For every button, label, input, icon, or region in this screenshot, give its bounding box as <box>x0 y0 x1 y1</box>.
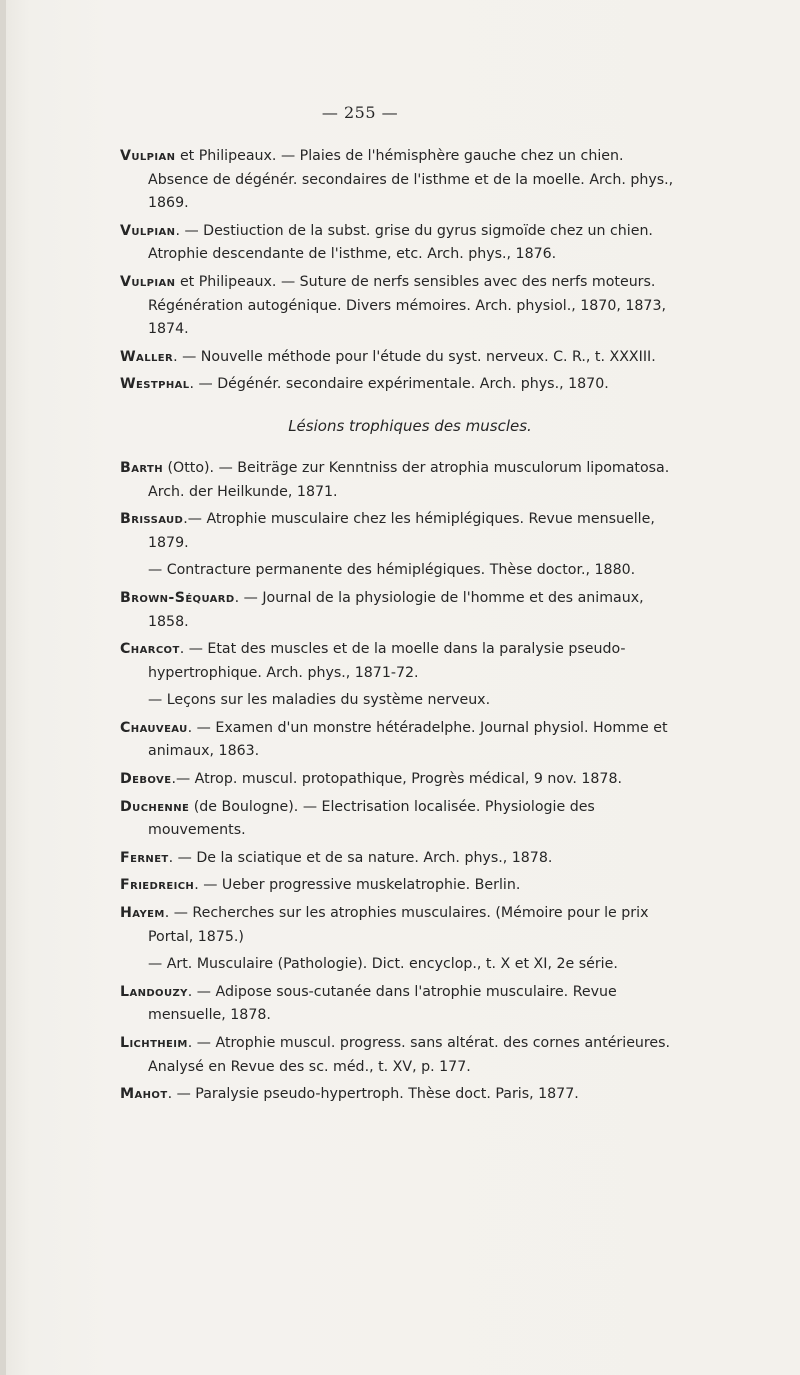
page-edge-shadow <box>0 0 6 1375</box>
reference-text: . — Journal de la physiologie de l'homme et des animaux, 1858. <box>148 589 644 630</box>
reference-author: Vulpian <box>120 273 176 290</box>
reference-entry <box>120 874 680 898</box>
reference-text: (de Boulogne). — Electrisation localisée. Physiologie des mouvements. <box>148 798 595 839</box>
reference-text: . — Atrophie muscul. progress. sans altérat. des cornes antérieures. Analysé en Revue des sc. méd., t. XV, p. 177. <box>148 1035 671 1075</box>
reference-entry <box>120 717 680 764</box>
reference-entry <box>120 638 680 685</box>
reference-entry <box>120 847 680 871</box>
reference-entry <box>120 953 680 977</box>
reference-entry <box>120 981 680 1028</box>
reference-entry <box>120 457 680 504</box>
reference-text: et Philipeaux. — Suture de nerfs sensibles avec des nerfs moteurs. Régénération autogénique. Divers mémoires. Arch. physiol., 1870, 1873, 1874. <box>148 273 666 338</box>
reference-author: Duchenne <box>120 798 190 815</box>
reference-text: .— Atrop. muscul. protopathique, Progrès médical, 9 nov. 1878. <box>171 771 622 788</box>
reference-entry <box>120 768 680 792</box>
section-heading: Lésions trophiques des muscles. <box>288 416 532 435</box>
reference-entry <box>120 1032 680 1079</box>
reference-author: Chauveau <box>120 719 188 736</box>
reference-author: Brown-Séquard <box>120 589 235 606</box>
page-number: — 255 — <box>321 103 399 122</box>
reference-author: Landouzy <box>120 983 188 1000</box>
reference-text: — Contracture permanente des hémiplégiques. Thèse doctor., 1880. <box>148 562 636 579</box>
reference-entry <box>120 902 680 949</box>
reference-entry <box>120 508 680 555</box>
reference-text: (Otto). — Beiträge zur Kenntniss der atrophia musculorum lipomatosa. Arch. der Heilkunde, 1871. <box>148 459 670 500</box>
reference-author: Charcot <box>120 641 180 658</box>
reference-author: Barth <box>120 459 163 476</box>
reference-text: . — Adipose sous-cutanée dans l'atrophie musculaire. Revue mensuelle, 1878. <box>148 983 617 1024</box>
reference-text: . — Examen d'un monstre hétéradelphe. Journal physiol. Homme et animaux, 1863. <box>148 719 668 760</box>
reference-entry <box>120 145 680 216</box>
reference-text: .— Atrophie musculaire chez les hémiplégiques. Revue mensuelle, 1879. <box>148 511 655 551</box>
reference-text: . — Dégénér. secondaire expérimentale. Arch. phys., 1870. <box>189 376 609 393</box>
reference-author: Lichtheim <box>120 1035 188 1051</box>
reference-text: et Philipeaux. — Plaies de l'hémisphère gauche chez un chien. Absence de dégénér. secondaires de l'isthme et de la moelle. Arch. phys., 1869. <box>148 148 674 212</box>
reference-entry <box>120 346 680 370</box>
reference-text: — Leçons sur les maladies du système nerveux. <box>148 692 491 709</box>
reference-entry <box>120 220 680 267</box>
reference-text: . — De la sciatique et de sa nature. Arch. phys., 1878. <box>168 849 553 866</box>
reference-author: Hayem <box>120 905 165 922</box>
reference-author: Waller <box>120 348 174 365</box>
reference-entry <box>120 587 680 634</box>
reference-entry <box>120 559 680 583</box>
reference-author: Brissaud <box>120 511 184 528</box>
reference-text: . — Paralysie pseudo-hypertroph. Thèse doct. Paris, 1877. <box>167 1086 579 1103</box>
references-section-2 <box>120 457 680 1107</box>
reference-entry <box>120 373 680 397</box>
reference-author: Friedreich <box>120 877 195 894</box>
reference-author: Fernet <box>120 849 169 866</box>
reference-text: . — Destiuction de la subst. grise du gyrus sigmoïde chez un chien. Atrophie descendante de l'isthme, etc. Arch. phys., 1876. <box>148 222 653 263</box>
reference-author: Westphal <box>120 376 190 393</box>
reference-entry <box>120 271 680 342</box>
reference-text: . — Ueber progressive muskelatrophie. Berlin. <box>194 877 521 894</box>
reference-text: . — Recherches sur les atrophies musculaires. (Mémoire pour le prix Portal, 1875.) <box>148 905 649 945</box>
reference-entry <box>120 796 680 843</box>
reference-text: — Art. Musculaire (Pathologie). Dict. encyclop., t. X et XI, 2e série. <box>148 956 618 973</box>
reference-author: Debove <box>120 771 172 788</box>
references-block <box>120 145 680 1111</box>
reference-entry <box>120 689 680 713</box>
reference-entry <box>120 1083 680 1107</box>
reference-text: . — Etat des muscles et de la moelle dans la paralysie pseudo-hypertrophique. Arch. phys., 1871-72. <box>148 641 626 681</box>
references-section-1 <box>120 145 680 397</box>
reference-text: . — Nouvelle méthode pour l'étude du syst. nerveux. C. R., t. XXXIII. <box>173 348 656 365</box>
reference-author: Vulpian <box>120 148 176 164</box>
reference-author: Mahot <box>120 1086 168 1103</box>
reference-author: Vulpian <box>120 222 176 239</box>
